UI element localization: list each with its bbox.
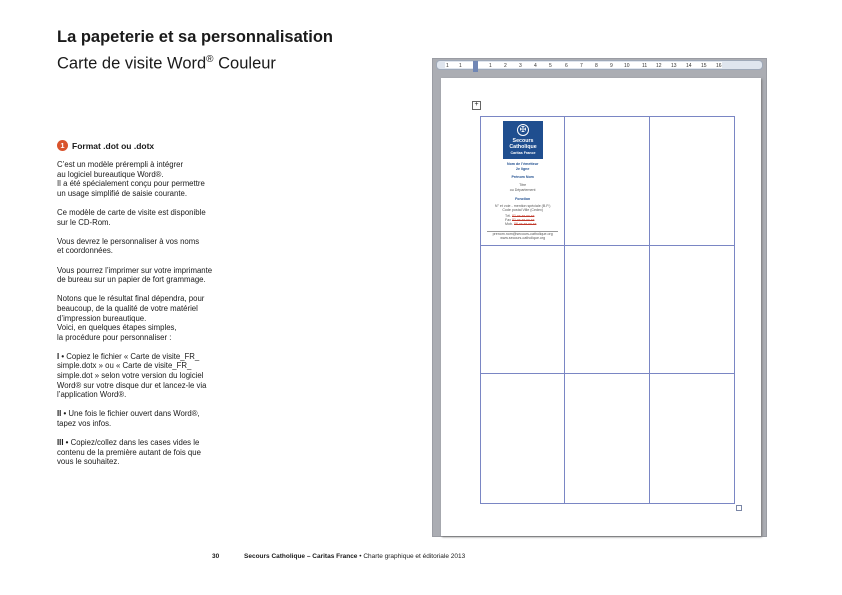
table-cell[interactable] [481,246,565,375]
card-web: www.secours-catholique.org [500,236,546,240]
ruler-tick: 1 [489,63,492,69]
section-heading [57,140,154,151]
document-area[interactable] [433,72,766,536]
subtitle-registered-mark: ® [206,54,214,65]
card-name-line2: 2e ligne [515,167,530,171]
step-number: II • [57,409,67,419]
step-text: Copiez/collez dans les cases vides le contenu de la première autant de fois que vous le souhaitez. [57,438,201,467]
section-number-badge: 1 [57,140,68,151]
ruler-tick: 11 [642,63,648,69]
document-page[interactable] [441,78,761,536]
ruler-tick: 10 [624,63,630,69]
table-cell[interactable] [650,246,734,375]
step-number: I • [57,351,65,361]
ruler-tick: 1 [446,63,449,69]
step-number: III • [57,438,69,448]
business-card [481,117,564,245]
paragraph: Vous pourrez l’imprimer sur votre imprimante de bureau sur un papier de fort grammage. [57,265,213,285]
ruler-tick: 9 [610,63,613,69]
step-text: Une fois le fichier ouvert dans Word®, tapez vos infos. [57,409,200,429]
card-function: Fonction [515,197,531,201]
paragraph: C’est un modèle prérempli à intégrer au logiciel bureautique Word®. Il a été spécialement conçu pour permettre un usage simplifié de saisie courante. [57,160,205,198]
page-subtitle [57,54,276,74]
table-cell[interactable] [565,246,649,375]
ruler-tick: 14 [686,63,692,69]
paragraph: Notons que le résultat final dépendra, pour beaucoup, de la qualité de votre matériel d’impression bureautique. Voici, en quelques étapes simples, la procédure pour personnaliser : [57,294,205,342]
table-cell[interactable] [565,374,649,503]
ruler-inner [445,62,722,68]
footer-rest: • Charte graphique et éditoriale 2013 [357,553,466,560]
card-city: Code postal Ville (Cedex) [502,208,543,212]
step-item [57,438,237,467]
card-mob: Mob. 06 xx xx xx xx [505,222,537,226]
ruler-tick: 4 [534,63,537,69]
page-title: La papeterie et sa personnalisation [57,28,334,46]
ruler-tick: 16 [716,63,722,69]
card-name-title: Nom de l’émetteur [506,162,539,166]
paragraph: Ce modèle de carte de visite est disponible sur le CD-Rom. [57,207,206,227]
ruler-tick: 12 [656,63,662,69]
table-cell[interactable] [650,117,734,246]
move-cross-icon[interactable]: + [472,101,481,110]
table-cell[interactable] [481,374,565,503]
ruler-tick: 8 [595,63,598,69]
card-address: N° et voie - mention spéciale (B.P.) [494,204,551,208]
step-item [57,352,237,400]
step-text: Copiez le fichier « Carte de visite_FR_ simple.dotx » ou « Carte de visite_FR_ simple.dot » selon votre version du logiciel Word® sur votre disque dur et lancez-le via l’application Word®. [57,351,207,400]
logo-text: Secours Catholique [509,138,537,150]
ruler-tick: 13 [671,63,677,69]
business-card-table[interactable] [480,116,735,504]
body-text [57,160,237,477]
card-tel: Tél. 01 xx xx xx xx [505,214,535,218]
word-screenshot [432,58,767,537]
table-cell[interactable] [650,374,734,503]
ruler-tick: 6 [565,63,568,69]
table-cell[interactable] [481,117,565,246]
table-cell[interactable] [565,117,649,246]
page-number: 30 [212,553,220,560]
ruler-tick: 2 [504,63,507,69]
step-item [57,409,237,428]
footer-org: Secours Catholique – Caritas France [244,553,358,560]
card-email: prenom.nom@secours-catholique.org [492,232,553,236]
card-first-name: Prénom Nom [511,175,534,179]
ruler-tick: 5 [549,63,552,69]
secours-catholique-logo [503,121,543,159]
ruler[interactable] [436,60,763,70]
section-heading-text: Format .dot ou .dotx [72,140,155,151]
subtitle-end: Couleur [213,54,276,73]
card-role: Titre [519,183,527,187]
card-fax: Fax 01 xx xx xx xx [505,218,535,222]
card-role2: ou Département [509,188,536,192]
ruler-tick: 7 [580,63,583,69]
logo-subtext: Caritas France [510,151,536,155]
table-resize-handle[interactable] [736,505,742,511]
ruler-tick: 3 [519,63,522,69]
footer-text [244,553,465,560]
paragraph: Vous devrez le personnaliser à vos noms et coordonnées. [57,236,200,256]
cross-logo-icon: ✠ [517,124,529,136]
ruler-tick: 1 [459,63,462,69]
ruler-tick: 15 [701,63,707,69]
subtitle-main: Carte de visite Word [57,54,207,73]
